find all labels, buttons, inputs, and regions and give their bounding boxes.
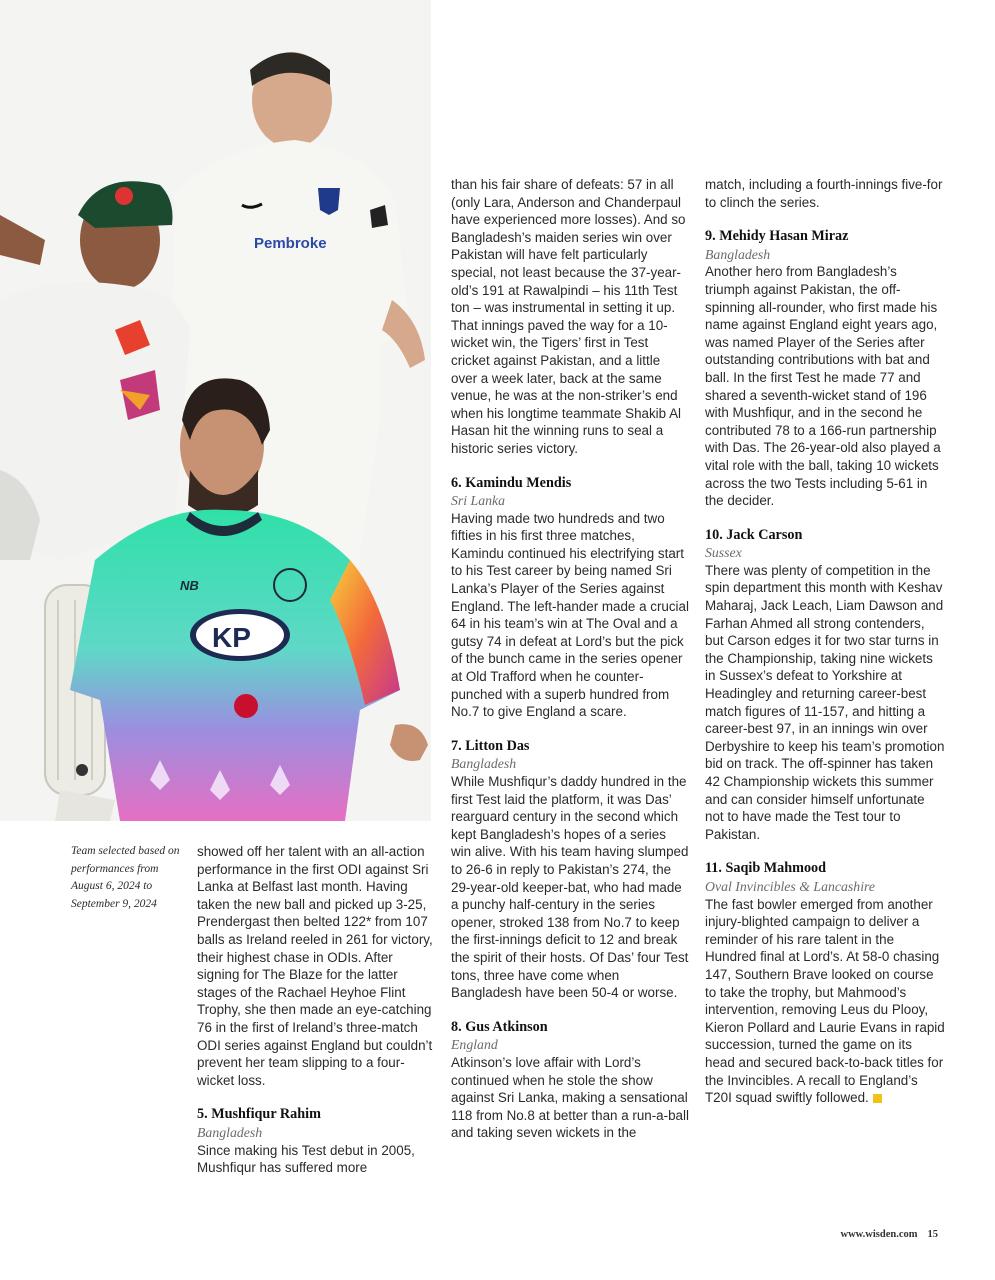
entry-title: 11. Saqib Mahmood	[705, 860, 827, 877]
page-footer	[840, 1229, 938, 1240]
pembroke-sponsor-logo: Pembroke	[254, 235, 327, 252]
entry-title: 7. Litton Das	[451, 737, 530, 754]
entry-team: Oval Invincibles & Lancashire	[705, 878, 876, 894]
entry-team: Bangladesh	[197, 1124, 263, 1140]
entry-text-body: The fast bowler emerged from another injury-blighted campaign to deliver a reminder of his rare talent in the Hundred final at Lord’s. At 58-0 chasing 147, Southern Brave looked on course to take the trophy, but Mahmood’s intervention, removing Leus du Plooy, Kieron Pollard and Laurie Evans in rapid succession, turned the game on its head and secured back-to-back titles for the Invincibles. A recall to England’s T20I squad swiftly followed.	[705, 896, 945, 1106]
entry-title: 8. Gus Atkinson	[451, 1018, 548, 1035]
entry-text: Having made two hundreds and two fifties in his first three matches, Kamindu continued his electrifying start to his Test career by being named Sri Lanka’s Player of the Series against England. The left-hander made a crucial 64 in his team’s win at The Oval and a gutsy 74 in defeat at Lord’s but the pick of the bunch came in the series opener at Old Trafford when he counter-punched with a superb hundred from No.7 to give England a scare.	[451, 510, 689, 720]
entry-text: Atkinson’s love affair with Lord’s continued when he stole the show against Sri Lanka, making a sensational 118 from No.8 at better than a run-a-ball and taking seven wickets in the	[451, 1054, 689, 1141]
entry-text: Another hero from Bangladesh’s triumph against Pakistan, the off-spinning all-rounder, who first made his name against England eight years ago, was named Player of the Series after outstanding contributions with bat and ball. In the first Test he made 77 and shared a seventh-wicket stand of 196 with Mushfiqur, and in the second he contributed 78 to a 166-run partnership with Das. The 26-year-old also played a vital role with the ball, taking 10 wickets across the two Tests including 5-61 in the decider.	[705, 264, 941, 509]
continued-paragraph: than his fair share of defeats: 57 in all (only Lara, Anderson and Chanderpaul have experienced more losses). And so Bangladesh’s maiden series win over Pakistan will have felt particularly special, not least because the 37-year-old’s 191 at Rawalpindi – his 11th Test ton – was instrumental in setting it up. That innings paved the way for a 10-wicket win, the Tigers’ first in Test cricket against Pakistan, and a little over a week later, back at the same venue, he was at the non-striker’s end when his longtime teammate Shakib Al Hasan hit the winning runs to seal a historic series victory.	[451, 177, 686, 456]
entry-5	[197, 1106, 435, 1176]
article-column-3	[705, 176, 945, 1107]
entry-team: Bangladesh	[451, 756, 517, 772]
page-number: 15	[927, 1229, 938, 1240]
entry-title: 9. Mehidy Hasan Miraz	[705, 228, 849, 245]
entry-6	[451, 475, 689, 721]
entry-team: Sussex	[705, 545, 742, 561]
website-url: www.wisden.com	[840, 1229, 918, 1240]
entry-title: 6. Kamindu Mendis	[451, 474, 572, 491]
entry-title: 10. Jack Carson	[705, 526, 803, 543]
kp-sponsor-logo: KP	[212, 622, 251, 653]
entry-text	[705, 896, 945, 1107]
player-photo-collage	[0, 0, 431, 821]
entry-team: Bangladesh	[705, 246, 771, 262]
article-end-square-icon	[873, 1094, 882, 1103]
entry-text: Since making his Test debut in 2005, Mushfiqur has suffered more	[197, 1142, 415, 1176]
article-column-1	[197, 843, 435, 1177]
continued-paragraph: showed off her talent with an all-action performance in the first ODI against Sri Lanka at Belfast last month. Having taken the new ball and picked up 3-25, Prendergast then belted 122* from 107 balls as Ireland reeled in 261 for victory, their highest chase in ODIs. After signing for The Blaze for the latter stages of the Rachael Heyhoe Flint Trophy, she then made an eye-catching 76 in the first of Ireland’s three-match ODI series against England but couldn’t prevent her team slipping to a four-wicket loss.	[197, 844, 433, 1088]
entry-7	[451, 738, 689, 1002]
entry-team: Sri Lanka	[451, 493, 506, 509]
entry-10	[705, 527, 945, 844]
svg-text:NB: NB	[180, 578, 199, 593]
entry-team: England	[451, 1037, 498, 1053]
selection-period-note: Team selected based on performances from August 6, 2024 to September 9, 2024	[71, 845, 180, 910]
continued-paragraph: match, including a fourth-innings five-for to clinch the series.	[705, 177, 943, 210]
entry-8	[451, 1019, 689, 1142]
entry-11	[705, 860, 945, 1106]
entry-text: While Mushfiqur’s daddy hundred in the first Test laid the platform, it was Das’ rearguard century in the second which kept Bangladesh’s hopes of a series win alive. With his team having slumped to 26-6 in reply to Pakistan’s 274, the 29-year-old keeper-bat, who had made a punchy half-century in the series opener, stroked 138 from No.7 to keep the first-innings deficit to 12 and break the spirit of their hosts. Of Das’ four Test tons, three have come when Bangladesh have been 50-4 or worse.	[451, 774, 689, 1001]
article-column-2	[451, 176, 689, 1142]
entry-9	[705, 228, 945, 510]
entry-text: There was plenty of competition in the spin department this month with Keshav Maharaj, Jack Leach, Liam Dawson and Farhan Ahmed all strong contenders, but Carson edges it for two star turns in the Championship, taking nine wickets in Sussex’s defeat to Yorkshire at Headingley and returning career-best match figures of 11-157, and hitting a career-best 97, in an innings win over Derbyshire to keep his team’s promotion bid on track. The off-spinner has taken 42 Championship wickets this summer and can consider himself unfortunate not to have made the Test tour to Pakistan.	[705, 562, 945, 842]
entry-title: 5. Mushfiqur Rahim	[197, 1106, 321, 1123]
